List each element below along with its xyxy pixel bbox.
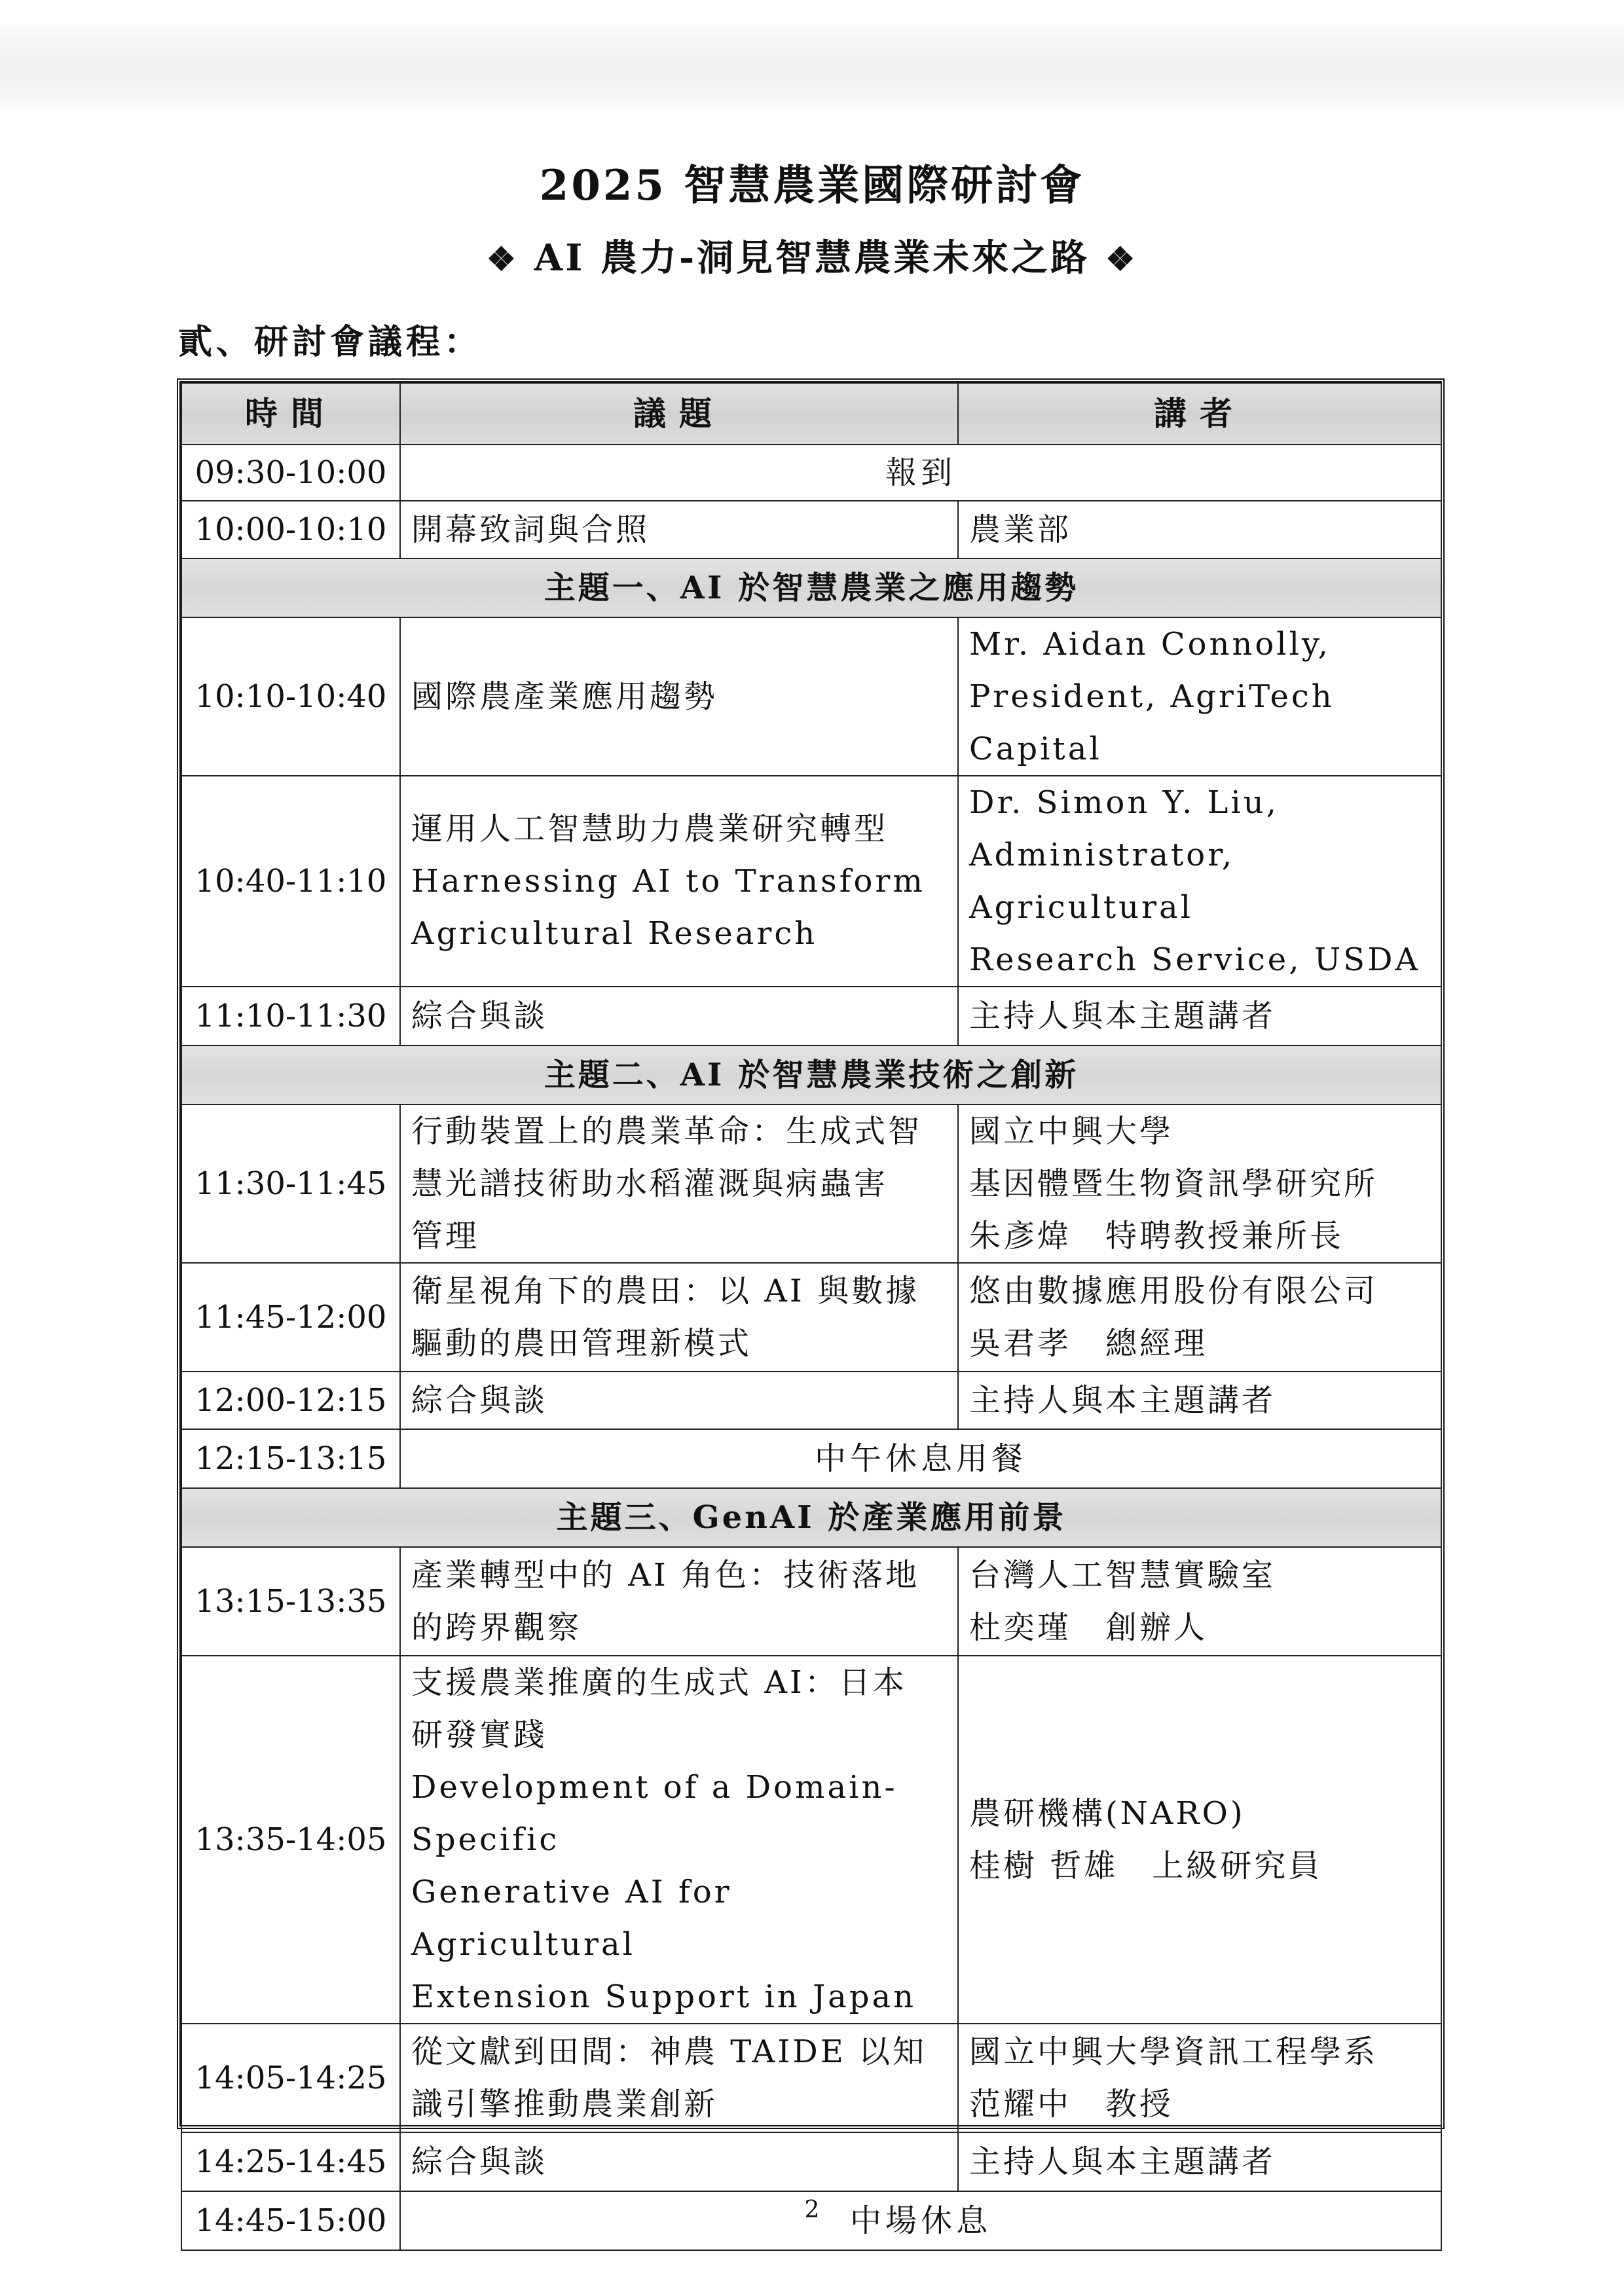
cell-topic-line: 管理 [411,1218,480,1254]
cell-speaker-line: Administrator, Agricultural [969,837,1235,926]
cell-speaker-line: 悠由數據應用股份有限公司 [969,1273,1378,1309]
cell-speaker-line: 台灣人工智慧實驗室 [969,1557,1276,1594]
table-row [181,2132,1441,2191]
cell-topic [400,1547,958,1656]
cell-topic [400,1372,958,1429]
cell-speaker [958,1656,1441,2024]
header-topic: 議題 [400,383,958,445]
subtitle-text: AI 農力-洞見智慧農業未來之路 [534,236,1090,280]
cell-topic-line: 綜合與談 [411,1382,548,1419]
agenda-table [181,382,1442,2251]
theme-title: 主題二、AI 於智慧農業技術之創新 [181,1046,1441,1104]
cell-speaker [958,617,1441,776]
table-row [181,1372,1441,1429]
cell-time: 10:40-11:10 [181,776,400,987]
table-row [181,1263,1441,1372]
cell-speaker-line: 朱彥煒 特聘教授兼所長 [969,1218,1344,1254]
cell-topic [400,2024,958,2132]
cell-topic-line: 識引擎推動農業創新 [411,2086,718,2123]
cell-speaker [958,1547,1441,1656]
agenda-table-frame [177,378,1445,2239]
cell-time: 14:05-14:25 [181,2024,400,2132]
cell-time: 13:15-13:35 [181,1547,400,1656]
cell-span-text: 中場休息 [400,2191,1441,2250]
cell-time: 11:30-11:45 [181,1104,400,1263]
cell-speaker-line: 主持人與本主題講者 [969,998,1276,1034]
cell-time: 11:45-12:00 [181,1263,400,1372]
document-title: 2025 智慧農業國際研討會 [539,161,1085,210]
cell-topic [400,2132,958,2191]
cell-speaker-line: 主持人與本主題講者 [969,1382,1276,1419]
cell-topic-line: 國際農產業應用趨勢 [411,678,718,715]
table-row [181,1104,1441,1263]
cell-topic-line: Generative AI for Agricultural [411,1874,732,1963]
document-subtitle [0,229,1624,282]
theme-title: 主題一、AI 於智慧農業之應用趨勢 [181,558,1441,617]
cell-time: 14:25-14:45 [181,2132,400,2191]
cell-topic-line: Harnessing AI to Transform [411,863,925,900]
cell-speaker [958,1372,1441,1429]
cell-topic-line: 研發實踐 [411,1717,548,1753]
cell-topic-line: Agricultural Research [411,915,818,952]
cell-speaker-line: 主持人與本主題講者 [969,2143,1276,2180]
cell-topic-line: 綜合與談 [411,2143,548,2180]
cell-speaker-line: Research Service, USDA [969,941,1421,978]
section-heading: 貳、研討會議程： [178,322,483,362]
agenda-table-body [181,383,1441,2250]
cell-topic [400,1656,958,2024]
cell-speaker [958,1263,1441,1372]
table-row [181,776,1441,987]
cell-time: 11:10-11:30 [181,987,400,1046]
cell-speaker [958,1104,1441,1263]
cell-speaker-line: 杜奕瑾 創辦人 [969,1609,1208,1646]
cell-span-text: 中午休息用餐 [400,1429,1441,1488]
cell-time: 10:00-10:10 [181,501,400,558]
cell-speaker [958,987,1441,1046]
table-row [181,617,1441,776]
scan-edge-band [0,26,1624,111]
diamond-bullet-icon: ❖ [486,240,519,278]
cell-speaker [958,776,1441,987]
cell-topic-line: 從文獻到田間：神農 TAIDE 以知 [411,2033,927,2070]
theme-row [181,1488,1441,1547]
cell-speaker-line: 范耀中 教授 [969,2086,1174,2123]
cell-speaker-line: 吳君孝 總經理 [969,1325,1208,1362]
cell-topic-line: 驅動的農田管理新模式 [411,1325,752,1362]
cell-topic-line: 開幕致詞與合照 [411,511,650,548]
cell-time: 12:00-12:15 [181,1372,400,1429]
table-row [181,1429,1441,1488]
cell-speaker-line: 國立中興大學資訊工程學系 [969,2033,1378,2070]
cell-topic-line: 行動裝置上的農業革命：生成式智 [411,1113,923,1150]
table-row [181,501,1441,558]
cell-topic [400,501,958,558]
diamond-bullet-icon: ❖ [1105,240,1138,278]
cell-span-text: 報到 [400,445,1441,501]
cell-topic-line: Extension Support in Japan [411,1978,917,2015]
cell-topic-line: 運用人工智慧助力農業研究轉型 [411,811,889,847]
cell-topic [400,617,958,776]
cell-speaker-line: Mr. Aidan Connolly, [969,626,1331,663]
cell-time: 12:15-13:15 [181,1429,400,1488]
cell-topic [400,776,958,987]
cell-time: 10:10-10:40 [181,617,400,776]
cell-speaker-line: 基因體暨生物資訊學研究所 [969,1165,1378,1202]
cell-speaker-line: 桂樹 哲雄 上級研究員 [969,1848,1323,1884]
cell-speaker [958,2132,1441,2191]
table-row [181,445,1441,501]
table-row [181,1547,1441,1656]
cell-time: 09:30-10:00 [181,445,400,501]
table-header-row [181,383,1441,445]
cell-speaker-line: President, AgriTech Capital [969,678,1335,767]
cell-time: 13:35-14:05 [181,1656,400,2024]
cell-speaker-line: 農研機構(NARO) [969,1795,1246,1832]
cell-topic-line: 的跨界觀察 [411,1609,582,1646]
cell-topic-line: 衛星視角下的農田：以 AI 與數據 [411,1273,920,1309]
page-number: 2 [804,2196,820,2223]
theme-row [181,1046,1441,1104]
table-row [181,1656,1441,2024]
cell-topic-line: 支援農業推廣的生成式 AI：日本 [411,1664,907,1701]
cell-topic-line: 產業轉型中的 AI 角色：技術落地 [411,1557,920,1594]
theme-row [181,558,1441,617]
cell-time: 14:45-15:00 [181,2191,400,2250]
header-speaker: 講者 [958,383,1441,445]
cell-speaker-line: Dr. Simon Y. Liu, [969,784,1279,821]
theme-title: 主題三、GenAI 於產業應用前景 [181,1488,1441,1547]
cell-topic-line: Development of a Domain-Specific [411,1769,898,1858]
cell-speaker-line: 國立中興大學 [969,1113,1174,1150]
cell-speaker-line: 農業部 [969,511,1072,548]
cell-topic [400,1263,958,1372]
cell-topic-line: 綜合與談 [411,998,548,1034]
cell-speaker [958,501,1441,558]
cell-topic-line: 慧光譜技術助水稻灌溉與病蟲害 [411,1165,889,1202]
cell-topic [400,987,958,1046]
table-row [181,987,1441,1046]
cell-speaker [958,2024,1441,2132]
cell-topic [400,1104,958,1263]
table-row [181,2024,1441,2132]
header-time: 時間 [181,383,400,445]
